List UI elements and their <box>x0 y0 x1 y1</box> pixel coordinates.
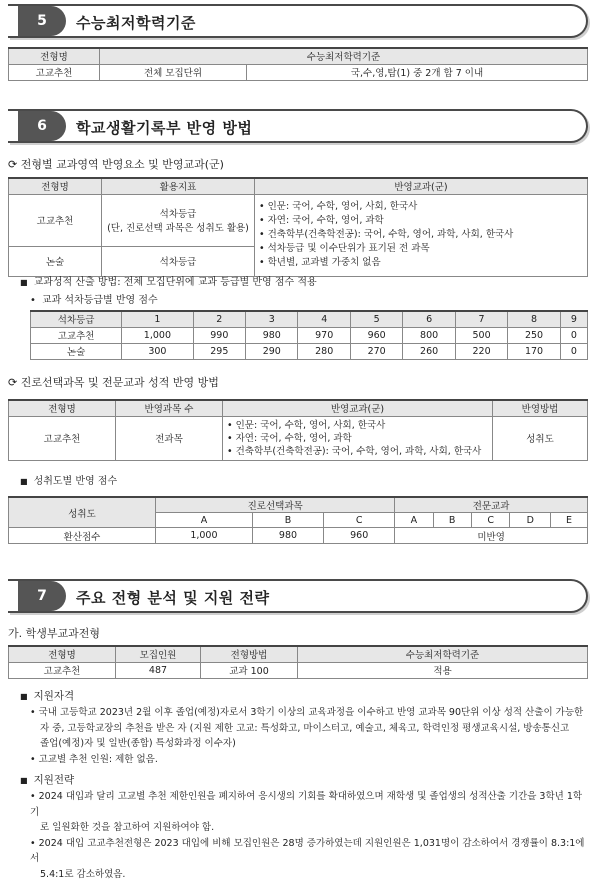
note: • 교과 석차등급별 반영 점수 <box>30 291 158 306</box>
section-number: 5 <box>18 6 66 36</box>
min-score-table <box>8 47 588 81</box>
section-6-banner <box>8 109 588 143</box>
arrow-icon: ⟳ <box>8 376 18 389</box>
section-title: 학교생활기록부 반영 방법 <box>76 119 253 137</box>
note: ■ 교과성적 산출 방법: 전체 모집단위에 교과 등급별 반영 점수 적용 <box>20 273 317 288</box>
admission-table: 전형명 모집인원 전형방법 수능최저학력기준 고교추천 487 교과 100 적용 <box>8 645 588 679</box>
col-header: 전형명 <box>9 178 102 194</box>
col-header: 활용지표 <box>102 178 255 194</box>
section-7-banner <box>8 579 588 613</box>
subheading-text: 전형별 교과영역 반영요소 및 반영교과(군) <box>20 158 224 171</box>
subheading <box>8 156 224 172</box>
col-header: 전형명 <box>9 48 100 64</box>
table-cell: 논술 <box>9 246 102 276</box>
subject-table <box>8 177 588 277</box>
paragraph: • 2024 대입과 달리 고교별 추천 제한인원을 폐지하여 응시생의 기회를 확대하였으며 재학생 및 졸업생의 성적산출 기간을 3학년 1학기 로 일원화한 것을 참고하여 지원하여야 함. • 2024 대입 고교추천전형은 2023 대입에 비해 모집인원은 28명 증가하였는데 지원인원은 1,031명이 감소하여서 경쟁률이 8.3:1에서 5.4:1로 감소하였음. <box>30 791 585 880</box>
subheading <box>8 374 219 390</box>
achievement-table: 성취도 진로선택과목 전문교과 A B C A B C D E 환산점수 1,000 980 960 미반영 <box>8 496 588 544</box>
career-subject-table: 전형명 반영과목 수 반영교과(군) 반영방법 고교추천 전과목 • 인문: 국어, 수학, 영어, 사회, 한국사 • 자연: 국어, 수학, 영어, 과학 • 건축학부(건축학전공): 국어, 수학, 영어, 과학, 사회, 한국사 성취도 <box>8 399 588 461</box>
table-cell: 고교추천 <box>9 64 100 80</box>
table-cell: 국,수,영,탐(1) 중 2개 합 7 이내 <box>247 64 588 80</box>
subjects-cell: • 인문: 국어, 수학, 영어, 사회, 한국사 • 자연: 국어, 수학, 영어, 과학 • 건축학부(건축학전공): 국어, 수학, 영어, 과학, 사회, 한국사 • 석차등급 및 이수단위가 표기된 전 과목 • 학년별, 교과별 가중치 없음 <box>255 194 588 276</box>
table-cell: 고교추천 <box>9 194 102 246</box>
table-cell: 전체 모집단위 <box>100 64 247 80</box>
section-5-banner <box>8 4 588 38</box>
arrow-icon: ⟳ <box>8 158 18 171</box>
paragraph: • 국내 고등학교 2023년 2월 이후 졸업(예정)자로서 3학기 이상의 교육과정을 이수하고 반영 교과목 90단위 이상 성적 산출이 가능한 자 중, 고등학교장의 추천을 받은 자 (지원 제한 고교: 특성화고, 마이스터고, 예술고, 체육고, 학력인정 평생교육시설, 방송통신고 졸업(예정)자 및 일반(종합) 특성화과정 이수자) • 고교별 추천 인원: 제한 없음. <box>30 707 584 765</box>
table-cell: 석차등급 <box>102 246 255 276</box>
section-heading: ■ 지원자격 <box>20 688 74 703</box>
col-header: 수능최저학력기준 <box>100 48 588 64</box>
section-title: 수능최저학력기준 <box>76 14 196 32</box>
grade-score-table: 석차등급 1 2 3 4 5 6 7 8 9 고교추천 1,000 990 980 970 960 800 500 250 0 논술 300 295 290 280 270 260 220 170 0 <box>30 310 588 360</box>
table-cell: 석차등급 (단, 진로선택 과목은 성취도 활용) <box>102 194 255 246</box>
section-heading: ■ 지원전략 <box>20 772 74 787</box>
subheading: 가. 학생부교과전형 <box>8 627 101 640</box>
note: ■ 성취도별 반영 점수 <box>20 472 117 487</box>
col-header: 반영교과(군) <box>255 178 588 194</box>
section-title: 주요 전형 분석 및 지원 전략 <box>76 589 270 607</box>
section-number: 7 <box>18 581 66 611</box>
section-number: 6 <box>18 111 66 141</box>
subheading-text: 진로선택과목 및 전문교과 성적 반영 방법 <box>20 376 219 389</box>
